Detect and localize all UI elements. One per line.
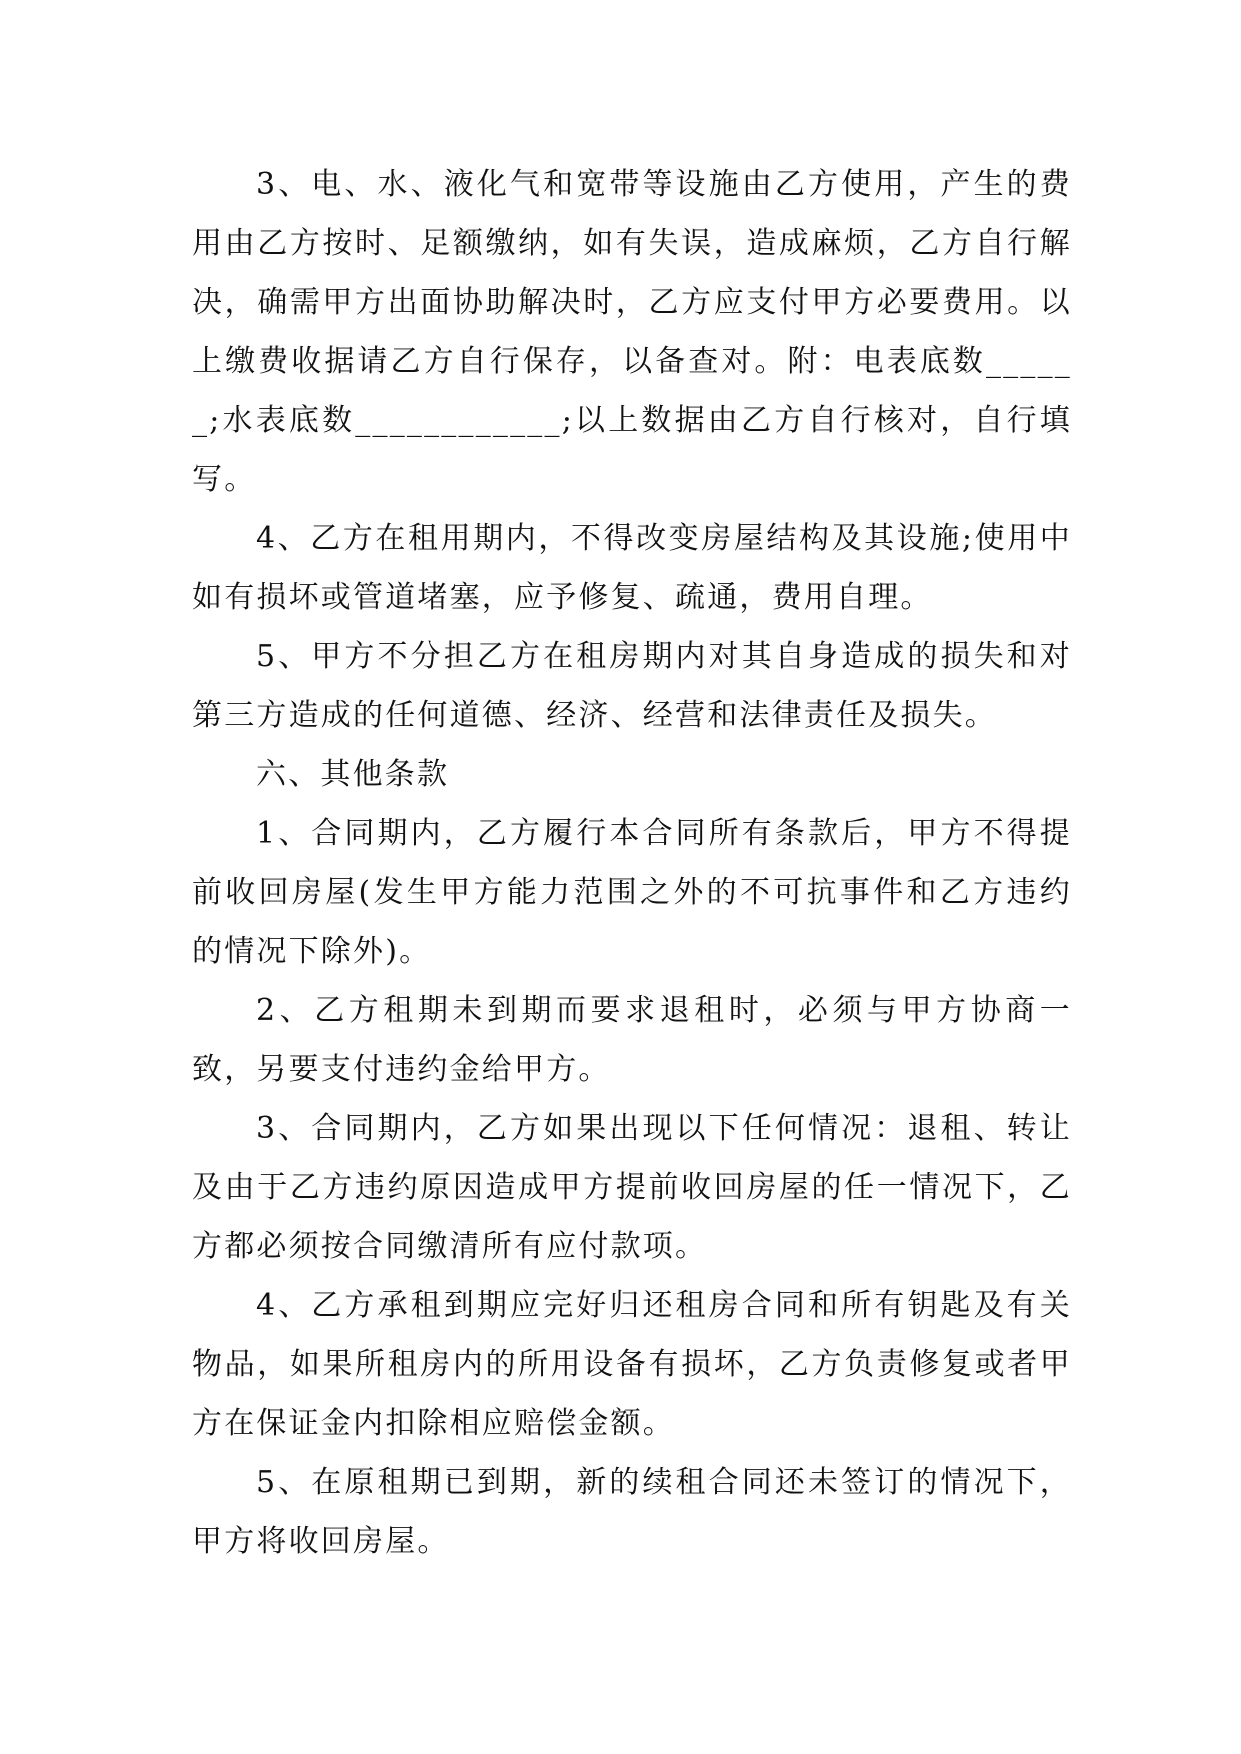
clause-utilities: 3、电、水、液化气和宽带等设施由乙方使用，产生的费用由乙方按时、足额缴纳，如有失误，造成麻烦，乙方自行解决，确需甲方出面协助解决时，乙方应支付甲方必要费用。以上缴费收据请乙方自行保存，以备查对。附：电表底数______;水表底数____________;以上数据由乙方自行核对，自行填写。 [192, 167, 1072, 497]
clause-early-recovery: 1、合同期内，乙方履行本合同所有条款后，甲方不得提前收回房屋(发生甲方能力范围之外的不可抗事件和乙方违约的情况下除外)。 [192, 816, 1072, 969]
clause-return-keys: 4、乙方承租到期应完好归还租房合同和所有钥匙及有关物品，如果所租房内的所用设备有损坏，乙方负责修复或者甲方在保证金内扣除相应赔偿金额。 [192, 1288, 1072, 1441]
clause-liability: 5、甲方不分担乙方在租房期内对其自身造成的损失和对第三方造成的任何道德、经济、经营和法律责任及损失。 [192, 639, 1072, 733]
document-body [192, 155, 1072, 1571]
clause-payment-obligation: 3、合同期内，乙方如果出现以下任何情况：退租、转让及由于乙方违约原因造成甲方提前收回房屋的任一情况下，乙方都必须按合同缴清所有应付款项。 [192, 1111, 1072, 1264]
clause-early-termination: 2、乙方租期未到期而要求退租时，必须与甲方协商一致，另要支付违约金给甲方。 [192, 993, 1072, 1087]
clause-renewal: 5、在原租期已到期，新的续租合同还未签订的情况下，甲方将收回房屋。 [192, 1465, 1072, 1559]
clause-structure: 4、乙方在租用期内，不得改变房屋结构及其设施;使用中如有损坏或管道堵塞，应予修复、疏通，费用自理。 [192, 521, 1072, 615]
section-heading-other-terms: 六、其他条款 [256, 757, 450, 792]
